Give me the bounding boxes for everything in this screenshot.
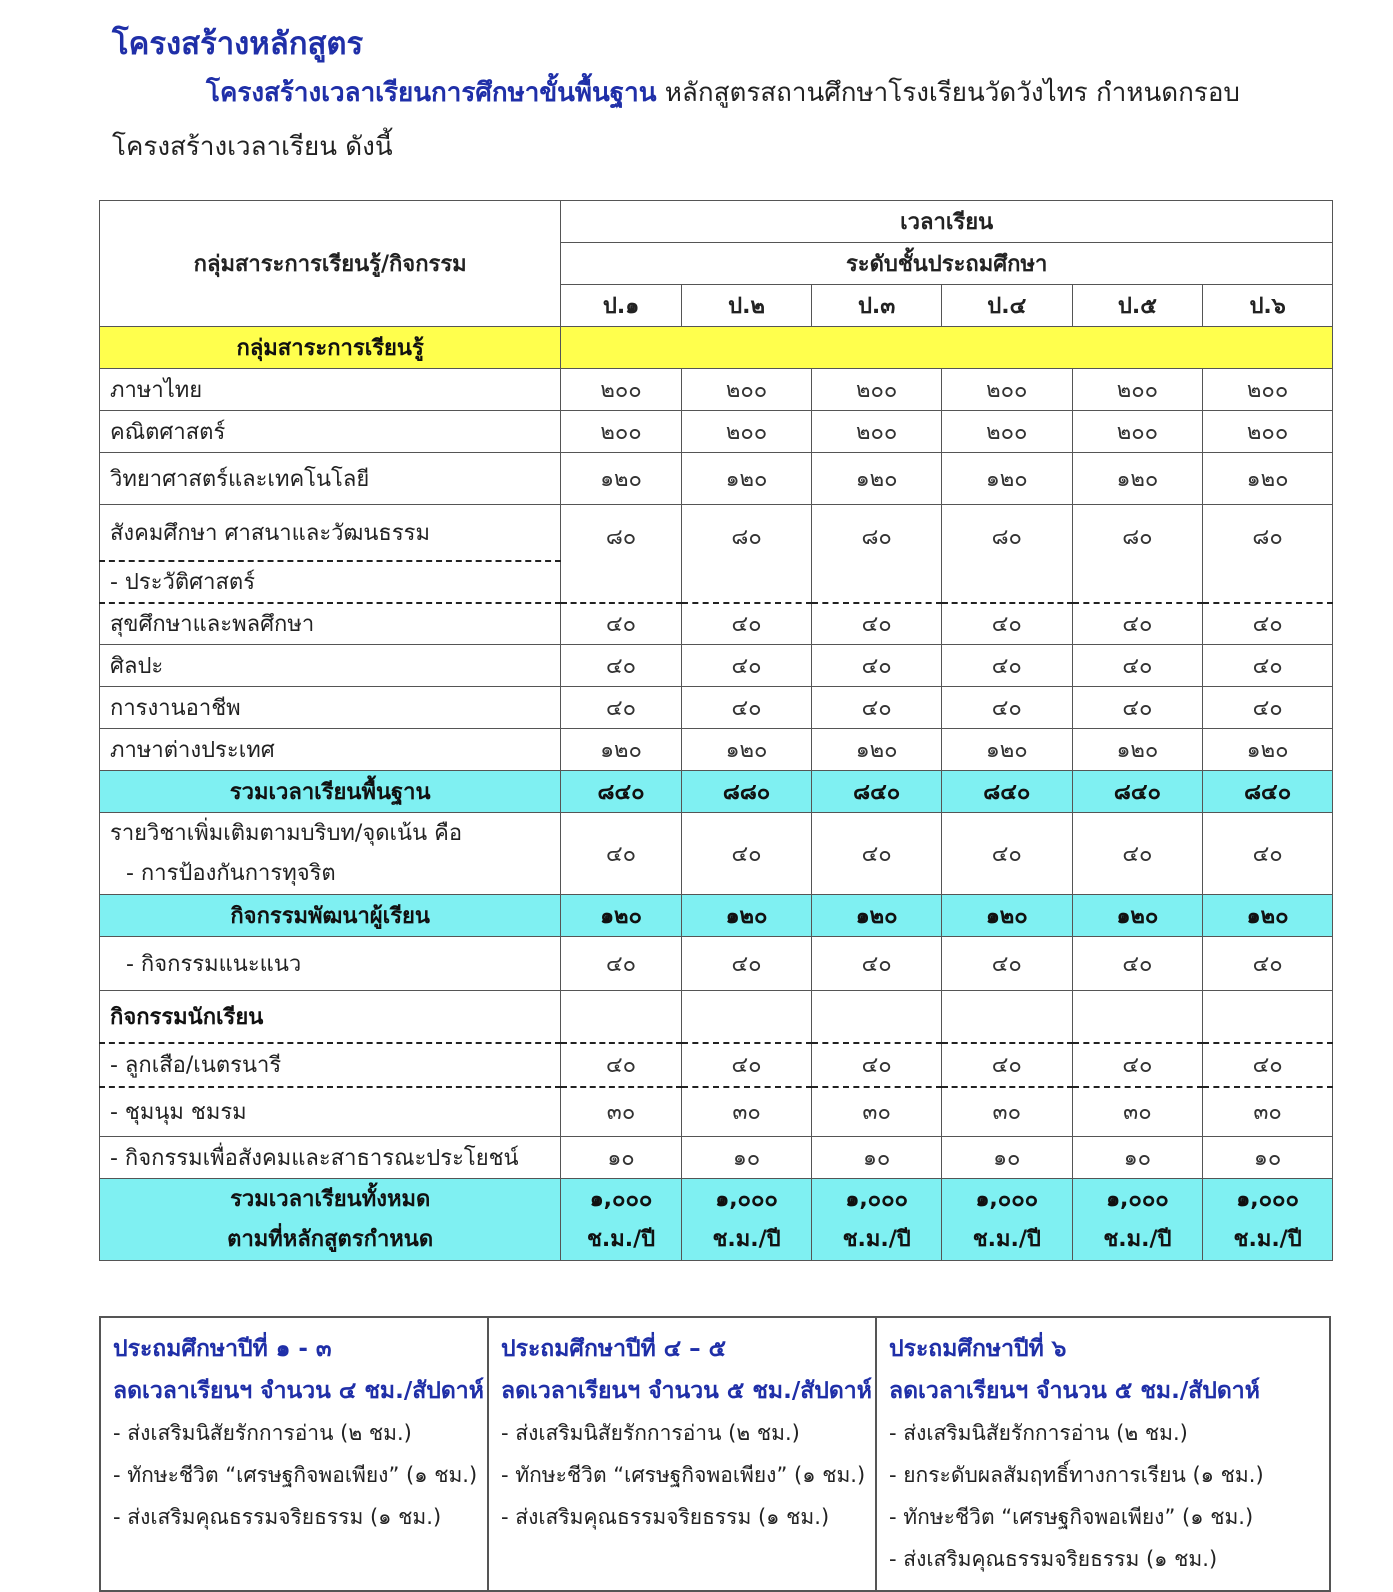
hours-cell: ๒๐๐ <box>561 411 681 453</box>
hours-cell: ๘๔๐ <box>1203 771 1333 813</box>
hours-cell: ๘๔๐ <box>561 771 681 813</box>
intro-highlight: โครงสร้างเวลาเรียนการศึกษาขั้นพื้นฐาน <box>206 78 657 108</box>
hours-cell: ๑๐ <box>941 1137 1072 1179</box>
student-activities-label: กิจกรรมนักเรียน <box>100 991 561 1043</box>
note-title: ประถมศึกษาปีที่ ๖ <box>889 1336 1067 1362</box>
total-basic-row <box>100 771 1333 813</box>
hours-cell: ๒๐๐ <box>561 369 681 411</box>
hours-cell: ๔๐ <box>1203 1043 1333 1087</box>
table-row <box>100 411 1333 453</box>
hours-cell: ๔๐ <box>1072 603 1203 645</box>
table-row <box>100 505 1333 561</box>
hours-cell: ๔๐ <box>1203 603 1333 645</box>
empty-cell <box>561 991 681 1043</box>
note-box <box>876 1317 1330 1591</box>
hours-cell: ๑๐ <box>1072 1137 1203 1179</box>
subject-label: วิทยาศาสตร์และเทคโนโลยี <box>100 453 561 505</box>
hours-cell: ๔๐ <box>812 603 942 645</box>
hours-cell: ๘๐ <box>941 505 1072 603</box>
hours-cell: ๒๐๐ <box>1203 369 1333 411</box>
table-row <box>100 603 1333 645</box>
hours-cell: ๑๒๐ <box>681 895 812 937</box>
hours-cell: ๔๐ <box>681 645 812 687</box>
hours-cell: ๘๐ <box>561 505 681 603</box>
note-item: - ทักษะชีวิต “เศรษฐกิจพอเพียง” (๑ ชม.) <box>501 1463 866 1487</box>
dev-activities-row <box>100 895 1333 937</box>
hours-cell: ๒๐๐ <box>941 369 1072 411</box>
hours-cell: ๔๐ <box>1072 687 1203 729</box>
additional-title: รายวิชาเพิ่มเติมตามบริบท/จุดเน้น คือ <box>110 820 463 846</box>
hours-cell: ๑๒๐ <box>941 729 1072 771</box>
grade-header: ป.๒ <box>681 285 812 327</box>
note-title: ประถมศึกษาปีที่ ๔ – ๕ <box>501 1336 727 1362</box>
subject-sub-label: - ประวัติศาสตร์ <box>100 561 561 603</box>
note-subtitle: ลดเวลาเรียนฯ จำนวน ๕ ชม./สัปดาห์ <box>501 1378 872 1404</box>
hours-cell: ๑๐ <box>561 1137 681 1179</box>
empty-cell <box>1072 991 1203 1043</box>
empty-cell <box>941 991 1072 1043</box>
hours-cell: ๑๒๐ <box>941 453 1072 505</box>
hours-cell: ๔๐ <box>681 813 812 895</box>
grand-total-line2: ตามที่หลักสูตรกำหนด <box>227 1226 434 1252</box>
grand-total-value <box>1072 1179 1203 1261</box>
note-item: - ทักษะชีวิต “เศรษฐกิจพอเพียง” (๑ ชม.) <box>113 1463 478 1487</box>
hours-cell: ๑๒๐ <box>681 729 812 771</box>
page-title: โครงสร้างหลักสูตร <box>112 26 364 62</box>
clubs-label: - ชุมนุม ชมรม <box>100 1087 561 1137</box>
hours-cell: ๔๐ <box>681 1043 812 1087</box>
hours-cell: ๑๒๐ <box>812 729 942 771</box>
hours-cell: ๔๐ <box>941 687 1072 729</box>
hours-cell: ๔๐ <box>561 937 681 991</box>
section-row <box>100 327 1333 369</box>
hours-cell: ๑๒๐ <box>561 895 681 937</box>
hours-cell: ๔๐ <box>812 1043 942 1087</box>
dev-activities-label: กิจกรรมพัฒนาผู้เรียน <box>100 895 561 937</box>
intro-line-1 <box>206 72 1240 113</box>
subject-label: การงานอาชีพ <box>100 687 561 729</box>
hours-cell: ๓๐ <box>1072 1087 1203 1137</box>
hours-cell: ๘๐ <box>1072 505 1203 603</box>
header-row <box>100 201 1333 243</box>
note-item: - ทักษะชีวิต “เศรษฐกิจพอเพียง” (๑ ชม.) <box>889 1505 1254 1529</box>
hours-cell: ๔๐ <box>1203 645 1333 687</box>
hours-cell: ๔๐ <box>1203 687 1333 729</box>
hours-cell: ๑๒๐ <box>812 895 942 937</box>
hours-cell: ๑๒๐ <box>1072 895 1203 937</box>
note-item: - ยกระดับผลสัมฤทธิ์ทางการเรียน (๑ ชม.) <box>889 1463 1264 1487</box>
additional-sub: - การป้องกันการทุจริต <box>126 860 336 886</box>
hours-cell: ๑๒๐ <box>561 453 681 505</box>
subject-label: ภาษาต่างประเทศ <box>100 729 561 771</box>
grand-total-number: ๑,๐๐๐ <box>975 1186 1039 1212</box>
subject-label: สุขศึกษาและพลศึกษา <box>100 603 561 645</box>
grand-total-value <box>812 1179 942 1261</box>
hours-cell: ๔๐ <box>941 1043 1072 1087</box>
hours-cell: ๔๐ <box>812 687 942 729</box>
hours-cell: ๔๐ <box>1203 937 1333 991</box>
note-item: - ส่งเสริมนิสัยรักการอ่าน (๒ ชม.) <box>889 1421 1188 1445</box>
grand-total-line1: รวมเวลาเรียนทั้งหมด <box>230 1186 431 1212</box>
note-subtitle: ลดเวลาเรียนฯ จำนวน ๔ ชม./สัปดาห์ <box>113 1378 484 1404</box>
subject-label: สังคมศึกษา ศาสนาและวัฒนธรรม <box>100 505 561 561</box>
empty-cell <box>812 991 942 1043</box>
note-item: - ส่งเสริมนิสัยรักการอ่าน (๒ ชม.) <box>501 1421 800 1445</box>
grand-total-unit: ช.ม./ปี <box>1103 1226 1172 1252</box>
hours-cell: ๔๐ <box>1072 937 1203 991</box>
hours-cell: ๘๔๐ <box>941 771 1072 813</box>
hours-cell: ๑๒๐ <box>1072 729 1203 771</box>
social-row <box>100 1137 1333 1179</box>
hours-cell: ๑๒๐ <box>1072 453 1203 505</box>
subject-label: คณิตศาสตร์ <box>100 411 561 453</box>
hours-cell: ๔๐ <box>561 1043 681 1087</box>
hours-cell: ๒๐๐ <box>681 369 812 411</box>
table-row <box>100 729 1333 771</box>
hours-cell: ๓๐ <box>1203 1087 1333 1137</box>
hours-cell: ๔๐ <box>561 603 681 645</box>
student-activities-row <box>100 991 1333 1043</box>
guidance-row <box>100 937 1333 991</box>
subject-label: ศิลปะ <box>100 645 561 687</box>
grand-total-number: ๑,๐๐๐ <box>845 1186 908 1212</box>
total-basic-label: รวมเวลาเรียนพื้นฐาน <box>100 771 561 813</box>
hours-cell: ๑๒๐ <box>941 895 1072 937</box>
intro-text: หลักสูตรสถานศึกษาโรงเรียนวัดวังไทร กำหนดกรอบ <box>656 78 1240 108</box>
grand-total-unit: ช.ม./ปี <box>972 1226 1041 1252</box>
note-item: - ส่งเสริมคุณธรรมจริยธรรม (๑ ชม.) <box>113 1505 442 1529</box>
grade-header: ป.๖ <box>1203 285 1333 327</box>
hours-cell: ๑๒๐ <box>812 453 942 505</box>
hours-cell: ๘๐ <box>681 505 812 603</box>
grand-total-number: ๑,๐๐๐ <box>1236 1186 1299 1212</box>
hours-cell: ๔๐ <box>812 813 942 895</box>
clubs-row <box>100 1087 1333 1137</box>
additional-label <box>100 813 561 895</box>
grade-header: ป.๓ <box>812 285 942 327</box>
hours-cell: ๘๐ <box>812 505 942 603</box>
table-row <box>100 369 1333 411</box>
grand-total-unit: ช.ม./ปี <box>586 1226 656 1252</box>
hours-cell: ๔๐ <box>1072 813 1203 895</box>
grand-total-unit: ช.ม./ปี <box>842 1226 911 1252</box>
hours-cell: ๔๐ <box>681 603 812 645</box>
hours-cell: ๑๒๐ <box>1203 895 1333 937</box>
hours-cell: ๔๐ <box>812 645 942 687</box>
grand-total-number: ๑,๐๐๐ <box>1106 1186 1169 1212</box>
additional-row <box>100 813 1333 895</box>
time-structure-table <box>99 200 1333 1261</box>
hours-cell: ๔๐ <box>561 687 681 729</box>
hours-cell: ๔๐ <box>941 603 1072 645</box>
hours-cell: ๓๐ <box>681 1087 812 1137</box>
note-item: - ส่งเสริมคุณธรรมจริยธรรม (๑ ชม.) <box>889 1547 1218 1571</box>
note-item: - ส่งเสริมคุณธรรมจริยธรรม (๑ ชม.) <box>501 1505 830 1529</box>
header-level: ระดับชั้นประถมศึกษา <box>561 243 1333 285</box>
hours-cell: ๔๐ <box>1203 813 1333 895</box>
scouts-row <box>100 1043 1333 1087</box>
hours-cell: ๒๐๐ <box>1072 411 1203 453</box>
guidance-label: - กิจกรรมแนะแนว <box>100 937 561 991</box>
hours-cell: ๒๐๐ <box>812 369 942 411</box>
note-box <box>488 1317 876 1591</box>
hours-cell: ๓๐ <box>561 1087 681 1137</box>
grand-total-value <box>1203 1179 1333 1261</box>
hours-cell: ๒๐๐ <box>681 411 812 453</box>
hours-cell: ๑๒๐ <box>561 729 681 771</box>
table-row <box>100 645 1333 687</box>
grand-total-value <box>561 1179 681 1261</box>
grand-total-number: ๑,๐๐๐ <box>589 1186 653 1212</box>
intro-line-2: โครงสร้างเวลาเรียน ดังนี้ <box>112 132 393 162</box>
hours-cell: ๔๐ <box>812 937 942 991</box>
hours-cell: ๒๐๐ <box>1203 411 1333 453</box>
table-row <box>100 453 1333 505</box>
hours-cell: ๘๐ <box>1203 505 1333 603</box>
section-empty <box>561 327 1333 369</box>
hours-cell: ๒๐๐ <box>1072 369 1203 411</box>
grand-total-unit: ช.ม./ปี <box>1233 1226 1302 1252</box>
empty-cell <box>681 991 812 1043</box>
scouts-label: - ลูกเสือ/เนตรนารี <box>100 1043 561 1087</box>
grand-total-value <box>681 1179 812 1261</box>
social-label: - กิจกรรมเพื่อสังคมและสาธารณะประโยชน์ <box>100 1137 561 1179</box>
grand-total-row <box>100 1179 1333 1261</box>
grade-header: ป.๔ <box>941 285 1072 327</box>
empty-cell <box>1203 991 1333 1043</box>
hours-cell: ๔๐ <box>681 687 812 729</box>
hours-cell: ๘๔๐ <box>812 771 942 813</box>
hours-cell: ๔๐ <box>941 813 1072 895</box>
grade-header: ป.๑ <box>561 285 681 327</box>
hours-cell: ๘๘๐ <box>681 771 812 813</box>
grade-header: ป.๕ <box>1072 285 1203 327</box>
hours-cell: ๔๐ <box>561 645 681 687</box>
hours-cell: ๑๒๐ <box>1203 729 1333 771</box>
hours-cell: ๑๒๐ <box>681 453 812 505</box>
note-item: - ส่งเสริมนิสัยรักการอ่าน (๒ ชม.) <box>113 1421 412 1445</box>
hours-cell: ๔๐ <box>941 937 1072 991</box>
hours-cell: ๒๐๐ <box>812 411 942 453</box>
hours-cell: ๒๐๐ <box>941 411 1072 453</box>
hours-cell: ๑๒๐ <box>1203 453 1333 505</box>
subject-label: ภาษาไทย <box>100 369 561 411</box>
note-title: ประถมศึกษาปีที่ ๑ - ๓ <box>113 1336 332 1362</box>
hours-cell: ๔๐ <box>1072 1043 1203 1087</box>
grand-total-number: ๑,๐๐๐ <box>715 1186 778 1212</box>
note-box <box>100 1317 488 1591</box>
hours-cell: ๔๐ <box>941 645 1072 687</box>
grand-total-label <box>100 1179 561 1261</box>
hours-cell: ๓๐ <box>941 1087 1072 1137</box>
grand-total-value <box>941 1179 1072 1261</box>
hours-cell: ๔๐ <box>561 813 681 895</box>
hours-cell: ๓๐ <box>812 1087 942 1137</box>
hours-cell: ๘๔๐ <box>1072 771 1203 813</box>
section-learning: กลุ่มสาระการเรียนรู้ <box>100 327 561 369</box>
hours-cell: ๑๐ <box>1203 1137 1333 1179</box>
hours-cell: ๑๐ <box>681 1137 812 1179</box>
hours-cell: ๑๐ <box>812 1137 942 1179</box>
grand-total-unit: ช.ม./ปี <box>712 1226 781 1252</box>
hours-cell: ๔๐ <box>681 937 812 991</box>
table-row <box>100 687 1333 729</box>
header-time: เวลาเรียน <box>561 201 1333 243</box>
reduced-time-notes <box>99 1316 1331 1592</box>
note-subtitle: ลดเวลาเรียนฯ จำนวน ๕ ชม./สัปดาห์ <box>889 1378 1260 1404</box>
hours-cell: ๔๐ <box>1072 645 1203 687</box>
header-subject: กลุ่มสาระการเรียนรู้/กิจกรรม <box>100 201 561 327</box>
